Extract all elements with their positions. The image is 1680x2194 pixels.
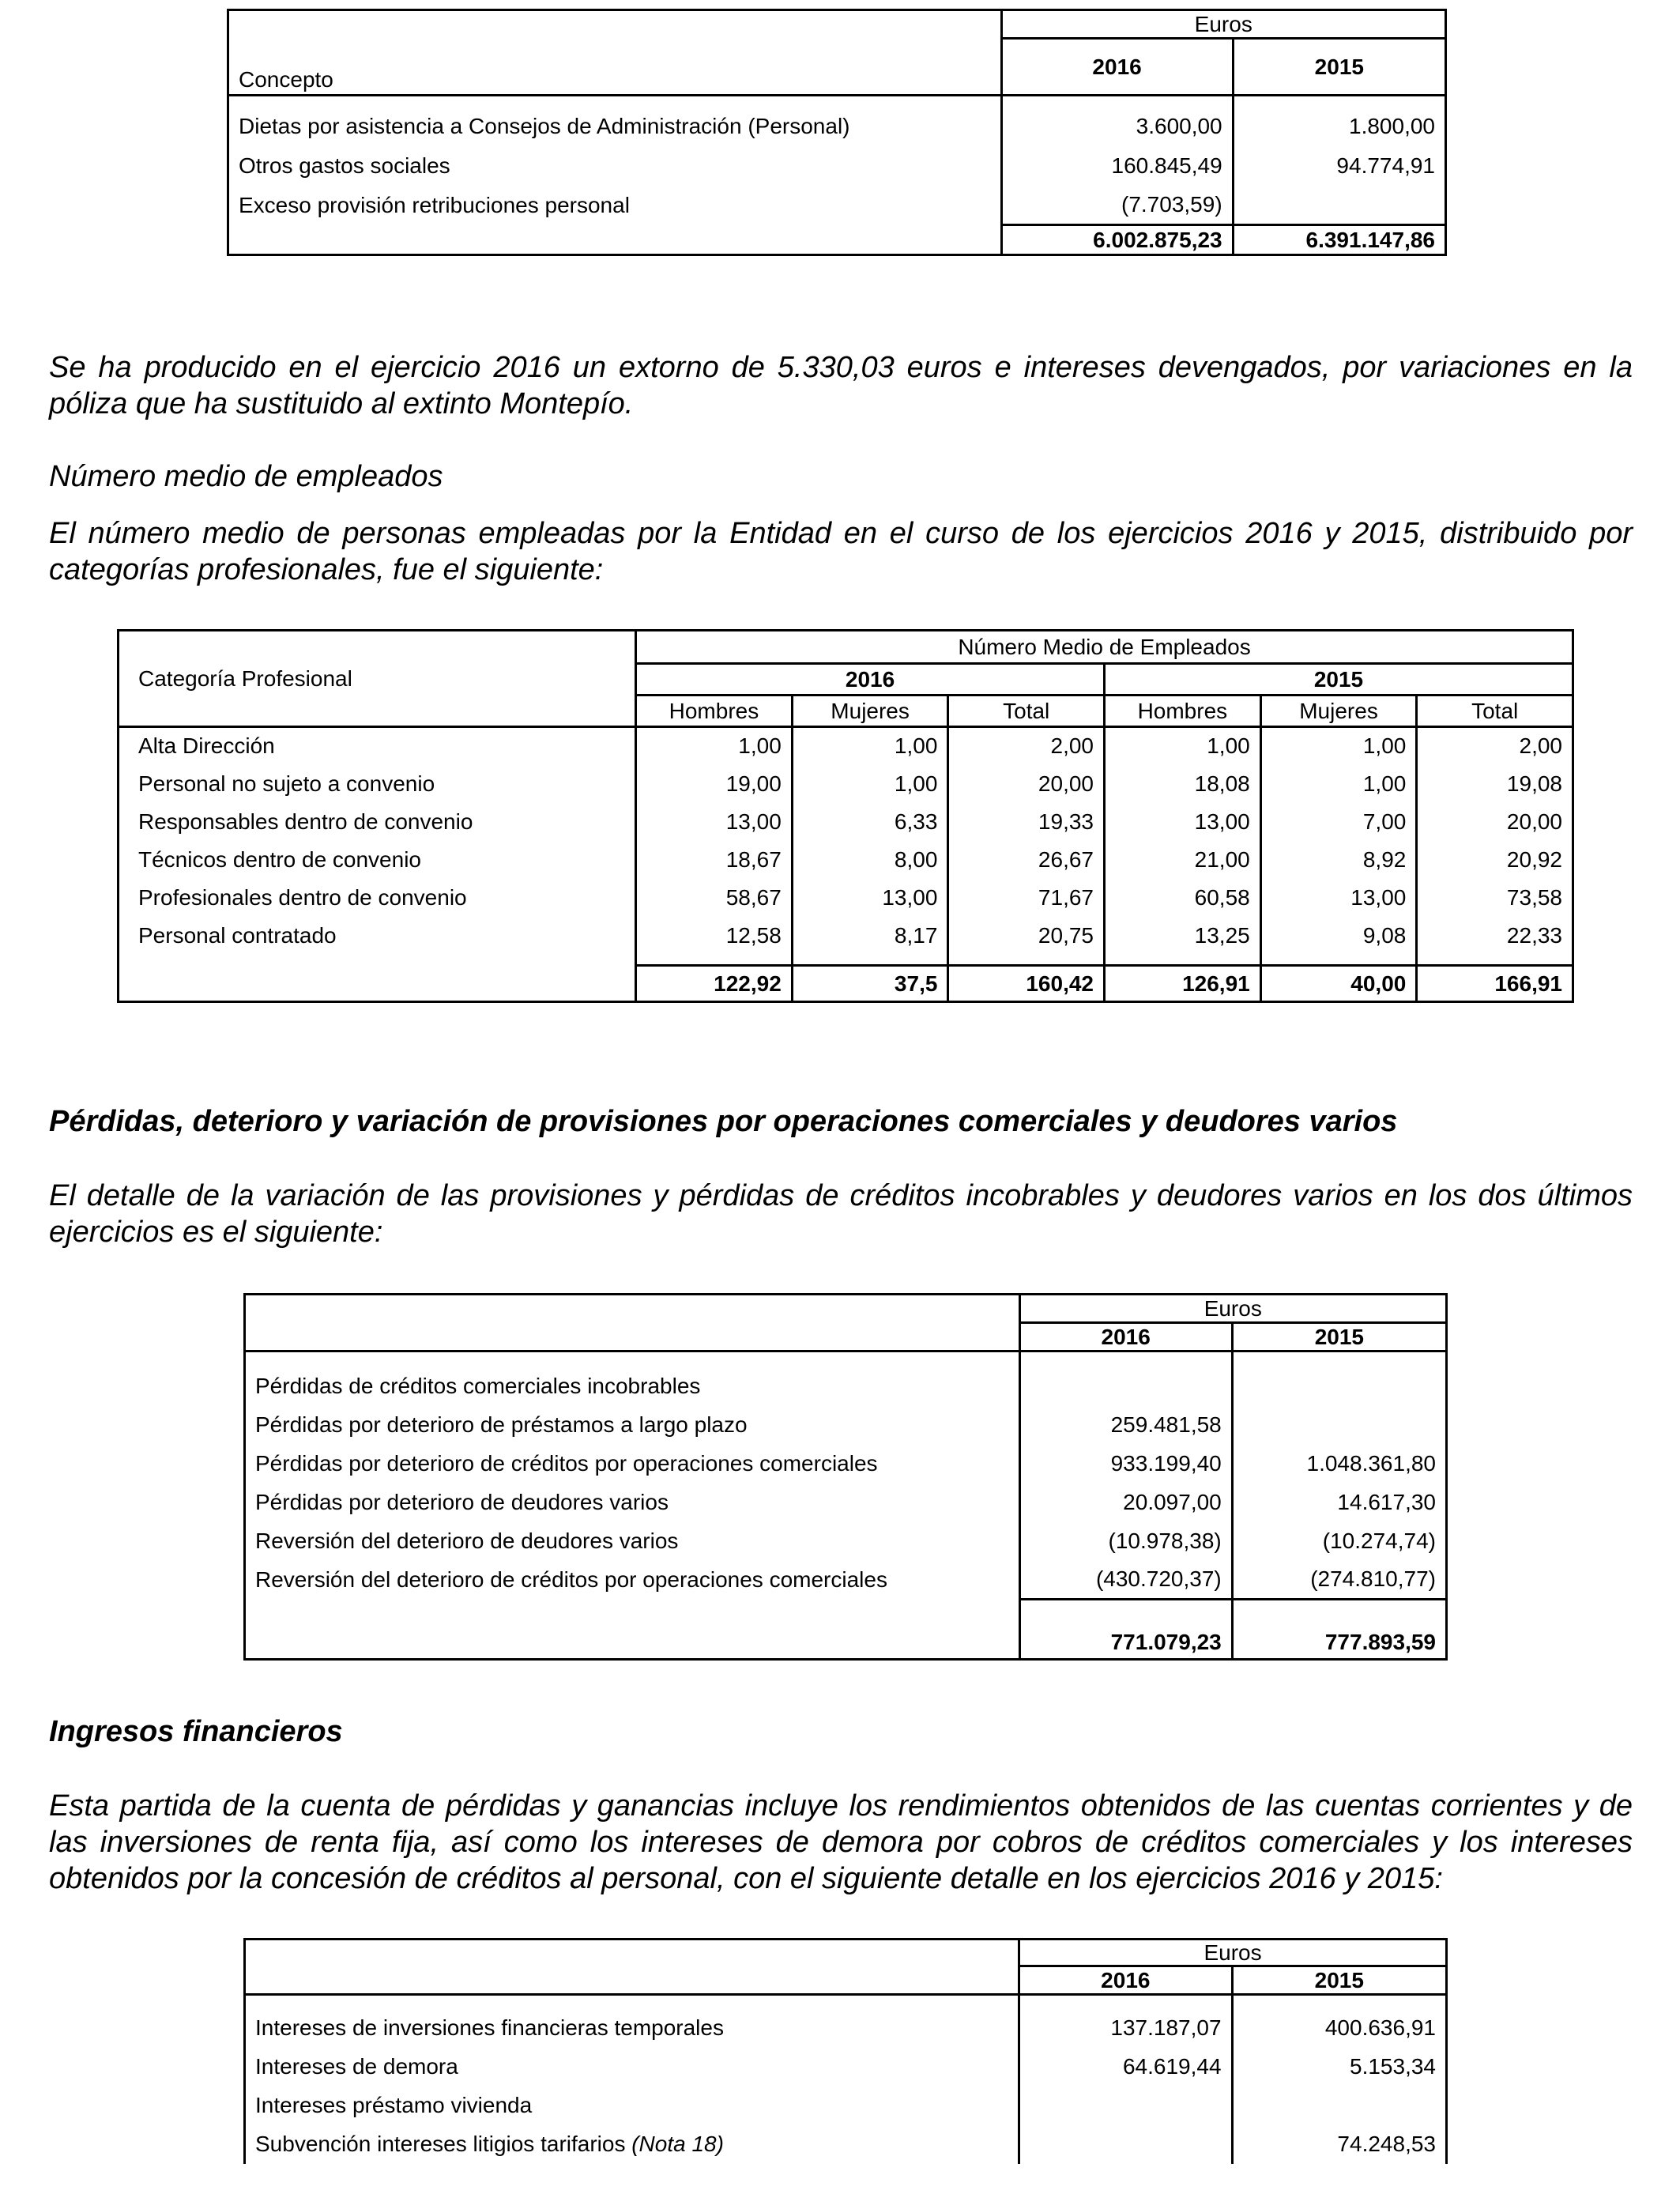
- value-cell: 21,00: [1105, 841, 1261, 879]
- total-2015: 6.391.147,86: [1233, 225, 1445, 255]
- table-row: [119, 841, 1573, 879]
- value-cell: 2,00: [1417, 727, 1573, 765]
- table-row: [245, 2125, 1447, 2164]
- value-2015: 74.248,53: [1232, 2125, 1446, 2164]
- total-2016: 771.079,23: [1019, 1627, 1232, 1660]
- value-2015: (10.274,74): [1232, 1522, 1446, 1561]
- value-cell: 22,33: [1417, 917, 1573, 955]
- value-cell: 8,00: [792, 841, 948, 879]
- value-2016: 933.199,40: [1019, 1445, 1232, 1483]
- value-cell: 13,25: [1105, 917, 1261, 955]
- value-cell: 20,00: [948, 765, 1105, 803]
- value-2016: [1019, 2087, 1232, 2125]
- value-cell: 1,00: [636, 727, 793, 765]
- value-cell: 13,00: [792, 879, 948, 917]
- concept-cell: Dietas por asistencia a Consejos de Administración (Personal): [228, 107, 1002, 146]
- value-cell: 1,00: [792, 727, 948, 765]
- table-row: [228, 146, 1446, 186]
- concept-cell: Intereses préstamo vivienda: [245, 2087, 1019, 2125]
- value-cell: 7,00: [1260, 803, 1417, 841]
- value-cell: 58,67: [636, 879, 793, 917]
- paragraph-line: El número medio de personas empleadas por la Entidad en el curso de los ejercicios 2016 y 2015, distribuido por: [49, 517, 1633, 550]
- paragraph-ingresos: [49, 1788, 1633, 1897]
- value-cell: 18,08: [1105, 765, 1261, 803]
- value-cell: 26,67: [948, 841, 1105, 879]
- sub-header: Hombres: [636, 696, 793, 727]
- value-2016: (430.720,37): [1019, 1561, 1232, 1600]
- concept-cell: Reversión del deterioro de créditos por operaciones comerciales: [245, 1561, 1020, 1600]
- category-cell: Profesionales dentro de convenio: [119, 879, 636, 917]
- table-row: [245, 1483, 1447, 1522]
- table-row: [119, 727, 1573, 765]
- concept-cell: Pérdidas por deterioro de créditos por operaciones comerciales: [245, 1445, 1020, 1483]
- table-row: [245, 2087, 1447, 2125]
- concept-header: Concepto: [228, 10, 1002, 96]
- value-2016: [1019, 1367, 1232, 1406]
- value-2015: 94.774,91: [1233, 146, 1445, 186]
- value-2016: 160.845,49: [1001, 146, 1233, 186]
- paragraph-empleados: [49, 515, 1633, 588]
- value-cell: 13,00: [1260, 879, 1417, 917]
- value-cell: 12,58: [636, 917, 793, 955]
- total-2016: 6.002.875,23: [1001, 225, 1233, 255]
- table-perdidas-deterioro: [243, 1293, 1448, 1661]
- table-row: [245, 1561, 1447, 1600]
- value-2016: 3.600,00: [1001, 107, 1233, 146]
- value-cell: 20,92: [1417, 841, 1573, 879]
- year-2015-header: 2015: [1233, 39, 1445, 96]
- year-2015-header: 2015: [1232, 1323, 1446, 1351]
- table-row: [245, 1406, 1447, 1445]
- value-cell: 6,33: [792, 803, 948, 841]
- value-2015: [1232, 1367, 1446, 1406]
- heading-perdidas-deterioro: Pérdidas, deterioro y variación de provisiones por operaciones comerciales y deudores varios: [49, 1105, 1398, 1138]
- paragraph-line: categorías profesionales, fue el siguiente:: [49, 553, 604, 586]
- category-header: Categoría Profesional: [119, 631, 636, 727]
- euros-header: Euros: [1019, 1295, 1446, 1323]
- value-2016: [1019, 2125, 1232, 2164]
- paragraph-extorno: [49, 349, 1633, 422]
- total-cell: 160,42: [948, 966, 1105, 1002]
- value-2015: 5.153,34: [1232, 2048, 1446, 2087]
- concept-cell: Intereses de demora: [245, 2048, 1019, 2087]
- value-cell: 19,33: [948, 803, 1105, 841]
- category-cell: Responsables dentro de convenio: [119, 803, 636, 841]
- total-2015: 777.893,59: [1232, 1627, 1446, 1660]
- year-2016-header: 2016: [636, 664, 1105, 696]
- year-2016-header: 2016: [1001, 39, 1233, 96]
- table-numero-medio-empleados: [117, 629, 1574, 1003]
- value-2016: 20.097,00: [1019, 1483, 1232, 1522]
- value-cell: 1,00: [1260, 765, 1417, 803]
- value-cell: 13,00: [1105, 803, 1261, 841]
- paragraph-line: las inversiones de renta fija, así como los intereses de demora por cobros de créditos comerciales y los intereses: [49, 1826, 1633, 1859]
- value-2016: (7.703,59): [1001, 186, 1233, 225]
- value-cell: 18,67: [636, 841, 793, 879]
- heading-numero-medio-empleados: Número medio de empleados: [49, 460, 443, 493]
- value-2015: (274.810,77): [1232, 1561, 1446, 1600]
- group-header: Número Medio de Empleados: [636, 631, 1573, 664]
- paragraph-line: obtenidos por la concesión de créditos al personal, con el siguiente detalle en los ejercicios 2016 y 2015:: [49, 1862, 1443, 1895]
- table-row: [119, 765, 1573, 803]
- table-row: [119, 803, 1573, 841]
- table-row: [245, 1367, 1447, 1406]
- concept-cell: Intereses de inversiones financieras temporales: [245, 2009, 1019, 2048]
- value-cell: 19,00: [636, 765, 793, 803]
- category-cell: Personal contratado: [119, 917, 636, 955]
- concept-text: Subvención intereses litigios tarifarios: [255, 2132, 626, 2156]
- category-cell: Técnicos dentro de convenio: [119, 841, 636, 879]
- paragraph-perdidas: [49, 1178, 1633, 1250]
- value-cell: 60,58: [1105, 879, 1261, 917]
- euros-header: Euros: [1019, 1940, 1447, 1966]
- total-cell: 40,00: [1260, 966, 1417, 1002]
- value-2016: 64.619,44: [1019, 2048, 1232, 2087]
- table-row: [245, 2048, 1447, 2087]
- sub-header: Mujeres: [792, 696, 948, 727]
- heading-ingresos-financieros: Ingresos financieros: [49, 1715, 343, 1748]
- table-row: [119, 879, 1573, 917]
- year-2016-header: 2016: [1019, 1323, 1232, 1351]
- concept-cell: Otros gastos sociales: [228, 146, 1002, 186]
- value-cell: 9,08: [1260, 917, 1417, 955]
- value-cell: 8,17: [792, 917, 948, 955]
- total-cell: 126,91: [1105, 966, 1261, 1002]
- table-row: [245, 2009, 1447, 2048]
- value-2015: 400.636,91: [1232, 2009, 1446, 2048]
- value-cell: 13,00: [636, 803, 793, 841]
- year-2016-header: 2016: [1019, 1966, 1232, 1995]
- value-2015: 14.617,30: [1232, 1483, 1446, 1522]
- value-2015: [1232, 2087, 1446, 2125]
- table-row: [245, 1445, 1447, 1483]
- value-2015: 1.800,00: [1233, 107, 1445, 146]
- sub-header: Hombres: [1105, 696, 1261, 727]
- table-row: [119, 917, 1573, 955]
- value-2015: [1233, 186, 1445, 225]
- paragraph-line: póliza que ha sustituido al extinto Montepío.: [49, 387, 634, 420]
- value-cell: 2,00: [948, 727, 1105, 765]
- table-row: [228, 186, 1446, 225]
- table-row: [245, 1522, 1447, 1561]
- total-row: [228, 225, 1446, 255]
- total-row: [245, 1627, 1447, 1660]
- table-ingresos-financieros: [243, 1938, 1448, 2164]
- paragraph-line: El detalle de la variación de las provisiones y pérdidas de créditos incobrables y deudores varios en los dos últimos: [49, 1179, 1633, 1212]
- total-cell: 37,5: [792, 966, 948, 1002]
- value-cell: 71,67: [948, 879, 1105, 917]
- value-2016: 137.187,07: [1019, 2009, 1232, 2048]
- value-cell: 73,58: [1417, 879, 1573, 917]
- paragraph-line: Se ha producido en el ejercicio 2016 un extorno de 5.330,03 euros e intereses devengados, por variaciones en la: [49, 351, 1633, 384]
- year-2015-header: 2015: [1105, 664, 1573, 696]
- value-2016: 259.481,58: [1019, 1406, 1232, 1445]
- value-cell: 20,75: [948, 917, 1105, 955]
- table-gastos-personal: [227, 9, 1447, 256]
- paragraph-line: Esta partida de la cuenta de pérdidas y ganancias incluye los rendimientos obtenidos de las cuentas corrientes y de: [49, 1789, 1633, 1823]
- value-2015: [1232, 1406, 1446, 1445]
- category-cell: Personal no sujeto a convenio: [119, 765, 636, 803]
- paragraph-line: ejercicios es el siguiente:: [49, 1216, 383, 1249]
- value-cell: 1,00: [1260, 727, 1417, 765]
- concept-cell: Pérdidas de créditos comerciales incobrables: [245, 1367, 1020, 1406]
- value-2016: (10.978,38): [1019, 1522, 1232, 1561]
- total-cell: 122,92: [636, 966, 793, 1002]
- year-2015-header: 2015: [1232, 1966, 1446, 1995]
- note-reference: (Nota 18): [631, 2132, 724, 2156]
- euros-header: Euros: [1001, 10, 1446, 39]
- concept-cell: Exceso provisión retribuciones personal: [228, 186, 1002, 225]
- sub-header: Total: [948, 696, 1105, 727]
- table-row: [228, 107, 1446, 146]
- concept-cell: Pérdidas por deterioro de deudores varios: [245, 1483, 1020, 1522]
- value-cell: 1,00: [792, 765, 948, 803]
- concept-cell: Pérdidas por deterioro de préstamos a largo plazo: [245, 1406, 1020, 1445]
- value-cell: 20,00: [1417, 803, 1573, 841]
- total-cell: 166,91: [1417, 966, 1573, 1002]
- concept-cell: Reversión del deterioro de deudores varios: [245, 1522, 1020, 1561]
- concept-cell: [245, 2125, 1019, 2164]
- value-2015: 1.048.361,80: [1232, 1445, 1446, 1483]
- category-cell: Alta Dirección: [119, 727, 636, 765]
- value-cell: 1,00: [1105, 727, 1261, 765]
- value-cell: 19,08: [1417, 765, 1573, 803]
- total-row: [119, 966, 1573, 1002]
- sub-header: Mujeres: [1260, 696, 1417, 727]
- sub-header: Total: [1417, 696, 1573, 727]
- value-cell: 8,92: [1260, 841, 1417, 879]
